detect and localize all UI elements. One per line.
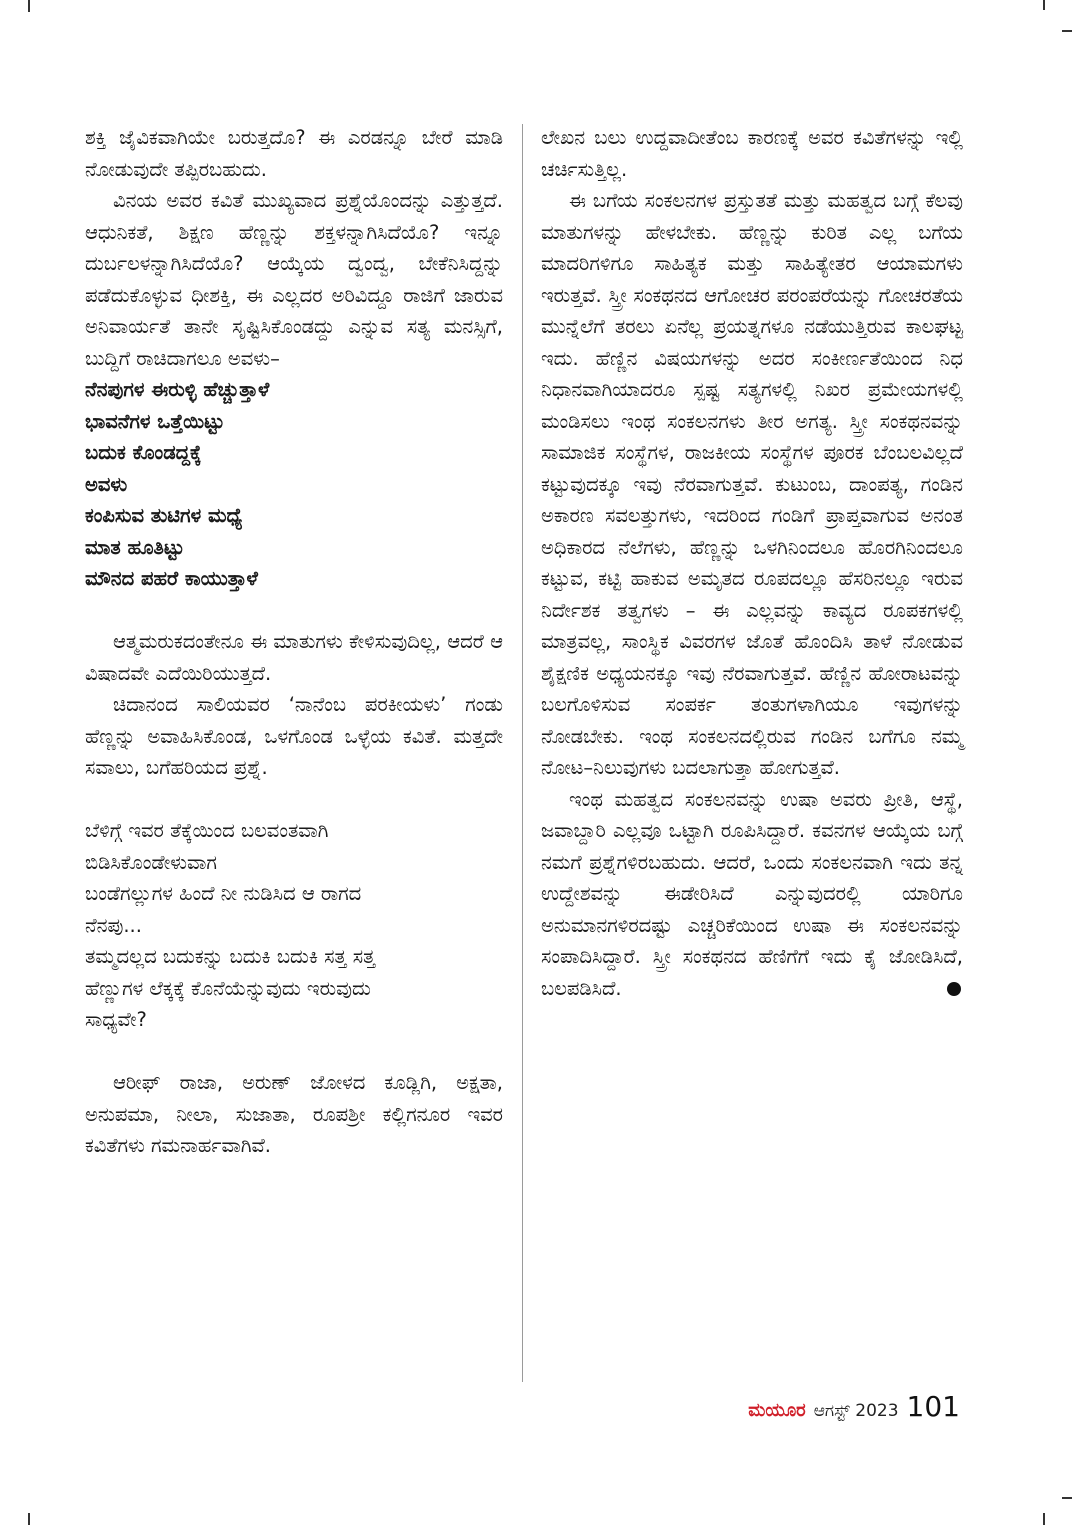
- page-number: 101: [906, 1390, 960, 1423]
- poem-line: ಮಾತ ಹೂತಿಟ್ಟು: [85, 535, 185, 559]
- column-divider: [522, 124, 523, 1382]
- poem-excerpt: [85, 374, 503, 595]
- paragraph: ಲೇಖನ ಬಲು ಉದ್ದವಾದೀತೆಂಬ ಕಾರಣಕ್ಕೆ ಅವರ ಕವಿತೆಗಳನ್ನು ಇಲ್ಲಿ ಚರ್ಚಿಸುತ್ತಿಲ್ಲ.: [541, 126, 963, 181]
- poem-line: ಬಿಡಿಸಿಕೊಂಡೇಳುವಾಗ: [85, 850, 217, 874]
- poem-line: ಬದುಕ ಕೊಂಡದ್ದಕ್ಕೆ: [85, 441, 202, 464]
- issue-date: ಆಗಸ್ಟ್ 2023: [813, 1401, 899, 1421]
- left-column: [85, 122, 503, 1162]
- poem-line: ಸಾಧ್ಯವೇ?: [85, 1008, 147, 1031]
- crop-mark-top-left: [28, 0, 30, 12]
- paragraph: ಈ ಬಗೆಯ ಸಂಕಲನಗಳ ಪ್ರಸ್ತುತತೆ ಮತ್ತು ಮಹತ್ವದ ಬಗ್ಗೆ ಕೆಲವು ಮಾತುಗಳನ್ನು ಹೇಳಬೇಕು. ಹೆಣ್ಣನ್ನು ಕುರಿತ ಎಲ್ಲ ಬಗೆಯ ಮಾದರಿಗಳಿಗೂ ಸಾಹಿತ್ಯಕ ಮತ್ತು ಸಾಹಿತ್ಯೇತರ ಆಯಾಮಗಳು ಇರುತ್ತವೆ. ಸ್ತ್ರೀ ಸಂಕಥನದ ಆಗೋಚರ ಪರಂಪರೆಯನ್ನು ಗೋಚರತೆಯ ಮುನ್ನೆಲೆಗೆ ತರಲು ಏನೆಲ್ಲ ಪ್ರಯತ್ನಗಳೂ ನಡೆಯುತ್ತಿರುವ ಕಾಲಘಟ್ಟ ಇದು. ಹೆಣ್ಣಿನ ವಿಷಯಗಳನ್ನು ಅದರ ಸಂಕೀರ್ಣತೆಯಿಂದ ನಿಧ ನಿಧಾನವಾಗಿಯಾದರೂ ಸ್ಪಷ್ಟ ಸತ್ಯಗಳಲ್ಲಿ ನಿಖರ ಪ್ರಮೇಯಗಳಲ್ಲಿ ಮಂಡಿಸಲು ಇಂಥ ಸಂಕಲನಗಳು ತೀರ ಅಗತ್ಯ. ಸ್ತ್ರೀ ಸಂಕಥನವನ್ನು ಸಾಮಾಜಿಕ ಸಂಸ್ಥೆಗಳ, ರಾಜಕೀಯ ಸಂಸ್ಥೆಗಳ ಪೂರಕ ಬೆಂಬಲವಿಲ್ಲದೆ ಕಟ್ಟುವುದಕ್ಕೂ ಇವು ನೆರವಾಗುತ್ತವೆ. ಕುಟುಂಬ, ದಾಂಪತ್ಯ, ಗಂಡಿನ ಅಕಾರಣ ಸವಲತ್ತುಗಳು, ಇದರಿಂದ ಗಂಡಿಗೆ ಪ್ರಾಪ್ತವಾಗುವ ಅನಂತ ಅಧಿಕಾರದ ನೆಲೆಗಳು, ಹೆಣ್ಣನ್ನು ಒಳಗಿನಿಂದಲೂ ಹೊರಗಿನಿಂದಲೂ ಕಟ್ಟುವ, ಕಟ್ಟಿ ಹಾಕುವ ಅಮೃತದ ರೂಪದಲ್ಲೂ ಹೆಸರಿನಲ್ಲೂ ಇರುವ ನಿರ್ದೇಶಕ ತತ್ವಗಳು – ಈ ಎಲ್ಲವನ್ನು ಕಾವ್ಯದ ರೂಪಕಗಳಲ್ಲಿ ಮಾತ್ರವಲ್ಲ, ಸಾಂಸ್ಥಿಕ ವಿವರಗಳ ಜೊತೆ ಹೊಂದಿಸಿ ತಾಳೆ ನೋಡುವ ಶೈಕ್ಷಣಿಕ ಅಧ್ಯಯನಕ್ಕೂ ಇವು ನೆರವಾಗುತ್ತವೆ. ಹೆಣ್ಣಿನ ಹೋರಾಟವನ್ನು ಬಲಗೊಳಿಸುವ ಸಂಪರ್ಕ ತಂತುಗಳಾಗಿಯೂ ಇವುಗಳನ್ನು ನೋಡಬೇಕು. ಇಂಥ ಸಂಕಲನದಲ್ಲಿರುವ ಗಂಡಿನ ಬಗೆಗೂ ನಮ್ಮ ನೋಟ–ನಿಲುವುಗಳು ಬದಲಾಗುತ್ತಾ ಹೋಗುತ್ತವೆ.: [541, 189, 963, 779]
- crop-mark-right-upper: [1062, 30, 1072, 32]
- poem-line: ನೆನಪು...: [85, 913, 142, 937]
- spacer: [85, 784, 503, 816]
- crop-mark-right-lower: [1062, 1497, 1072, 1499]
- magazine-logo: ಮಯೂರ: [748, 1400, 806, 1421]
- paragraph: ಆರೀಫ್ ರಾಜಾ, ಅರುಣ್ ಜೋಳದ ಕೂಡ್ಲಿಗಿ, ಅಕ್ಷತಾ, ಅನುಪಮಾ, ನೀಲಾ, ಸುಜಾತಾ, ರೂಪಶ್ರೀ ಕಲ್ಲಿಗನೂರ ಇವರ ಕವಿತೆಗಳು ಗಮನಾರ್ಹವಾಗಿವೆ.: [85, 1071, 503, 1157]
- poem-line: ಕಂಪಿಸುವ ತುಟಿಗಳ ಮಧ್ಯೆ: [85, 504, 243, 527]
- poem-line: ತಮ್ಮದಲ್ಲದ ಬದುಕನ್ನು ಬದುಕಿ ಬದುಕಿ ಸತ್ತ ಸತ್ತ: [85, 945, 376, 968]
- page-footer: [748, 1390, 960, 1423]
- poem-line: ಹೆಣ್ಣುಗಳ ಲೆಕ್ಕಕ್ಕೆ ಕೊನೆಯೆನ್ನುವುದು ಇರುವುದು: [85, 976, 371, 1000]
- spacer: [85, 1036, 503, 1068]
- poem-line: ಬೆಳಿಗ್ಗೆ ಇವರ ತೆಕ್ಕೆಯಿಂದ ಬಲವಂತವಾಗಿ: [85, 819, 329, 842]
- poem-line: ಭಾವನೆಗಳ ಒತ್ತೆಯಿಟ್ಟು: [85, 409, 225, 433]
- paragraph: ಚಿದಾನಂದ ಸಾಲಿಯವರ ‘ನಾನೆಂಬ ಪರಕೀಯಳು’ ಗಂಡು ಹೆಣ್ಣನ್ನು ಅವಾಹಿಸಿಕೊಂಡ, ಒಳಗೊಂಡ ಒಳ್ಳೆಯ ಕವಿತೆ. ಮತ್ತದೇ ಸವಾಲು, ಬಗೆಹರಿಯದ ಪ್ರಶ್ನೆ.: [85, 693, 503, 779]
- poem-line: ನೆನಪುಗಳ ಈರುಳ್ಳಿ ಹೆಚ್ಚುತ್ತಾಳೆ: [85, 378, 270, 401]
- paragraph: ವಿನಯ ಅವರ ಕವಿತೆ ಮುಖ್ಯವಾದ ಪ್ರಶ್ನೆಯೊಂದನ್ನು ಎತ್ತುತ್ತದೆ. ಆಧುನಿಕತೆ, ಶಿಕ್ಷಣ ಹೆಣ್ಣನ್ನು ಶಕ್ತಳನ್ನಾಗಿಸಿದೆಯೊ? ಇನ್ನೂ ದುರ್ಬಲಳನ್ನಾಗಿಸಿದೆಯೊ? ಆಯ್ಕೆಯ ದ್ವಂದ್ವ, ಬೇಕೆನಿಸಿದ್ದನ್ನು ಪಡೆದುಕೊಳ್ಳುವ ಧೀಶಕ್ತಿ, ಈ ಎಲ್ಲದರ ಅರಿವಿದ್ದೂ ರಾಜಿಗೆ ಜಾರುವ ಅನಿವಾರ್ಯತೆ ತಾನೇ ಸೃಷ್ಟಿಸಿಕೊಂಡದ್ದು ಎನ್ನುವ ಸತ್ಯ ಮನಸ್ಸಿಗೆ, ಬುದ್ದಿಗೆ ರಾಚಿದಾಗಲೂ ಅವಳು–: [85, 189, 503, 370]
- poem-line: ಮೌನದ ಪಹರೆ ಕಾಯುತ್ತಾಳೆ: [85, 567, 258, 590]
- paragraph: ಆತ್ಮಮರುಕದಂತೇನೂ ಈ ಮಾತುಗಳು ಕೇಳಿಸುವುದಿಲ್ಲ, ಆದರೆ ಆ ವಿಷಾದವೇ ಎದೆಯಿರಿಯುತ್ತದೆ.: [85, 630, 503, 685]
- spacer: [85, 595, 503, 627]
- poem-line: ಬಂಡೆಗಲ್ಲುಗಳ ಹಿಂದೆ ನೀ ನುಡಿಸಿದ ಆ ರಾಗದ: [85, 882, 362, 905]
- poem-line: ಅವಳು: [85, 472, 128, 496]
- crop-mark-top-right: [1043, 0, 1045, 10]
- crop-mark-bottom-right: [1043, 1513, 1045, 1525]
- paragraph: ಶಕ್ತಿ ಜೈವಿಕವಾಗಿಯೇ ಬರುತ್ತದೊ? ಈ ಎರಡನ್ನೂ ಬೇರೆ ಮಾಡಿ ನೋಡುವುದೇ ತಪ್ಪಿರಬಹುದು.: [85, 126, 503, 181]
- right-column: [541, 122, 963, 1004]
- bullet-icon: [947, 982, 961, 996]
- paragraph: [541, 784, 963, 1005]
- crop-mark-bottom-left: [28, 1513, 30, 1525]
- quoted-poem: [85, 815, 503, 1036]
- paragraph-text: ಇಂಥ ಮಹತ್ವದ ಸಂಕಲನವನ್ನು ಉಷಾ ಅವರು ಪ್ರೀತಿ, ಆಸ್ಥೆ, ಜವಾಬ್ದಾರಿ ಎಲ್ಲವೂ ಒಟ್ಟಾಗಿ ರೂಪಿಸಿದ್ದಾರೆ. ಕವನಗಳ ಆಯ್ಕೆಯ ಬಗ್ಗೆ ನಮಗೆ ಪ್ರಶ್ನೆಗಳಿರಬಹುದು. ಆದರೆ, ಒಂದು ಸಂಕಲನವಾಗಿ ಇದು ತನ್ನ ಉದ್ದೇಶವನ್ನು ಈಡೇರಿಸಿದೆ ಎನ್ನುವುದರಲ್ಲಿ ಯಾರಿಗೂ ಅನುಮಾನಗಳಿರದಷ್ಟು ಎಚ್ಚರಿಕೆಯಿಂದ ಉಷಾ ಈ ಸಂಕಲನವನ್ನು ಸಂಪಾದಿಸಿದ್ದಾರೆ. ಸ್ತ್ರೀ ಸಂಕಥನದ ಹೆಣಿಗೆಗೆ ಇದು ಕೈ ಜೋಡಿಸಿದೆ, ಬಲಪಡಿಸಿದೆ.: [541, 787, 963, 1000]
